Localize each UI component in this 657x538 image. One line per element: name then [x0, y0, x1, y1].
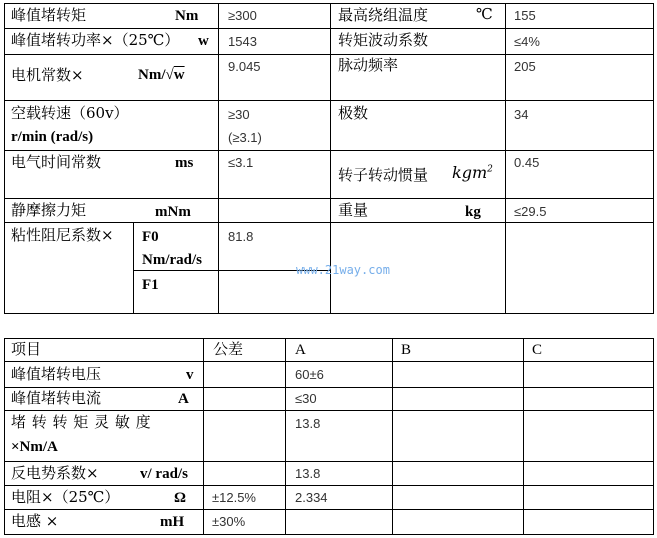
label-pole-count: 极数	[338, 104, 369, 122]
value-stall-torque-sensitivity: 13.8	[295, 416, 321, 431]
header-item: 项目	[11, 340, 42, 358]
label-f0: F0	[142, 229, 159, 245]
value-peak-stall-power: 1543	[228, 34, 257, 49]
label-resistance: 电阻×（25℃）	[11, 488, 120, 506]
watermark: www.21way.com	[296, 263, 390, 277]
unit-stall-torque-sensitivity: ×Nm/A	[11, 439, 58, 455]
header-c: C	[532, 342, 543, 358]
value-resistance: 2.334	[295, 490, 328, 505]
unit-resistance: Ω	[174, 490, 187, 506]
tolerance-resistance: ±12.5%	[212, 490, 256, 505]
value-rotor-inertia: 0.45	[514, 155, 540, 170]
label-no-load-speed: 空载转速（60v）	[11, 104, 129, 122]
unit-max-winding-temp: ℃	[476, 5, 493, 23]
value-peak-stall-voltage: 60±6	[295, 367, 324, 382]
value-electrical-time-constant: ≤3.1	[228, 155, 254, 170]
label-stall-torque-sensitivity: 堵 转 转 矩 灵 敏 度	[11, 413, 152, 431]
label-pulse-frequency: 脉动频率	[338, 56, 399, 74]
label-back-emf-constant: 反电势系数×	[11, 464, 99, 482]
value-torque-ripple: ≤4%	[514, 34, 540, 49]
label-peak-stall-current: 峰值堵转电流	[11, 389, 102, 407]
value-back-emf-constant: 13.8	[295, 466, 321, 481]
label-torque-ripple: 转矩波动系数	[338, 31, 429, 49]
label-weight: 重量	[338, 201, 369, 219]
unit-peak-stall-power: w	[198, 33, 209, 49]
label-electrical-time-constant: 电气时间常数	[11, 153, 102, 171]
value-no-load-speed: ≥30	[228, 107, 250, 122]
label-inductance: 电感 ×	[11, 512, 59, 530]
unit-weight: kg	[465, 204, 481, 220]
label-max-winding-temp: 最高绕组温度	[338, 6, 429, 24]
value-pulse-frequency: 205	[514, 59, 536, 74]
unit-rotor-inertia: kgm$^2$	[452, 163, 493, 182]
label-f1: F1	[142, 277, 159, 293]
unit-inductance: mH	[160, 514, 185, 530]
unit-peak-stall-voltage: v	[186, 367, 194, 383]
label-peak-stall-power: 峰值堵转功率×（25℃）	[11, 31, 180, 49]
value-weight: ≤29.5	[514, 204, 547, 219]
value-peak-stall-current: ≤30	[295, 391, 317, 406]
label-peak-stall-torque: 峰值堵转矩	[11, 6, 87, 24]
unit-no-load-speed: r/min (rad/s)	[11, 129, 94, 145]
value-motor-constant: 9.045	[228, 59, 261, 74]
value-pole-count: 34	[514, 107, 529, 122]
header-tolerance: 公差	[213, 340, 244, 358]
unit-f0: Nm/rad/s	[142, 252, 202, 268]
label-rotor-inertia: 转子转动惯量	[338, 166, 429, 184]
unit-motor-constant: Nm/√w	[138, 67, 185, 83]
header-b: B	[401, 342, 412, 358]
label-viscous-damping: 粘性阻尼系数×	[11, 226, 114, 244]
header-a: A	[295, 342, 306, 358]
unit-peak-stall-torque: Nm	[175, 8, 199, 24]
label-static-friction-torque: 静摩擦力矩	[11, 201, 87, 219]
value-max-winding-temp: 155	[514, 8, 536, 23]
tolerance-inductance: ±30%	[212, 514, 246, 529]
unit-electrical-time-constant: ms	[175, 155, 194, 171]
unit-static-friction-torque: mNm	[155, 204, 191, 220]
unit-peak-stall-current: A	[178, 391, 189, 407]
value-f0: 81.8	[228, 229, 254, 244]
label-peak-stall-voltage: 峰值堵转电压	[11, 365, 102, 383]
unit-back-emf-constant: v/ rad/s	[140, 466, 188, 482]
value-no-load-speed-rad: (≥3.1)	[228, 130, 262, 145]
value-peak-stall-torque: ≥300	[228, 8, 257, 23]
label-motor-constant: 电机常数×	[11, 66, 84, 84]
